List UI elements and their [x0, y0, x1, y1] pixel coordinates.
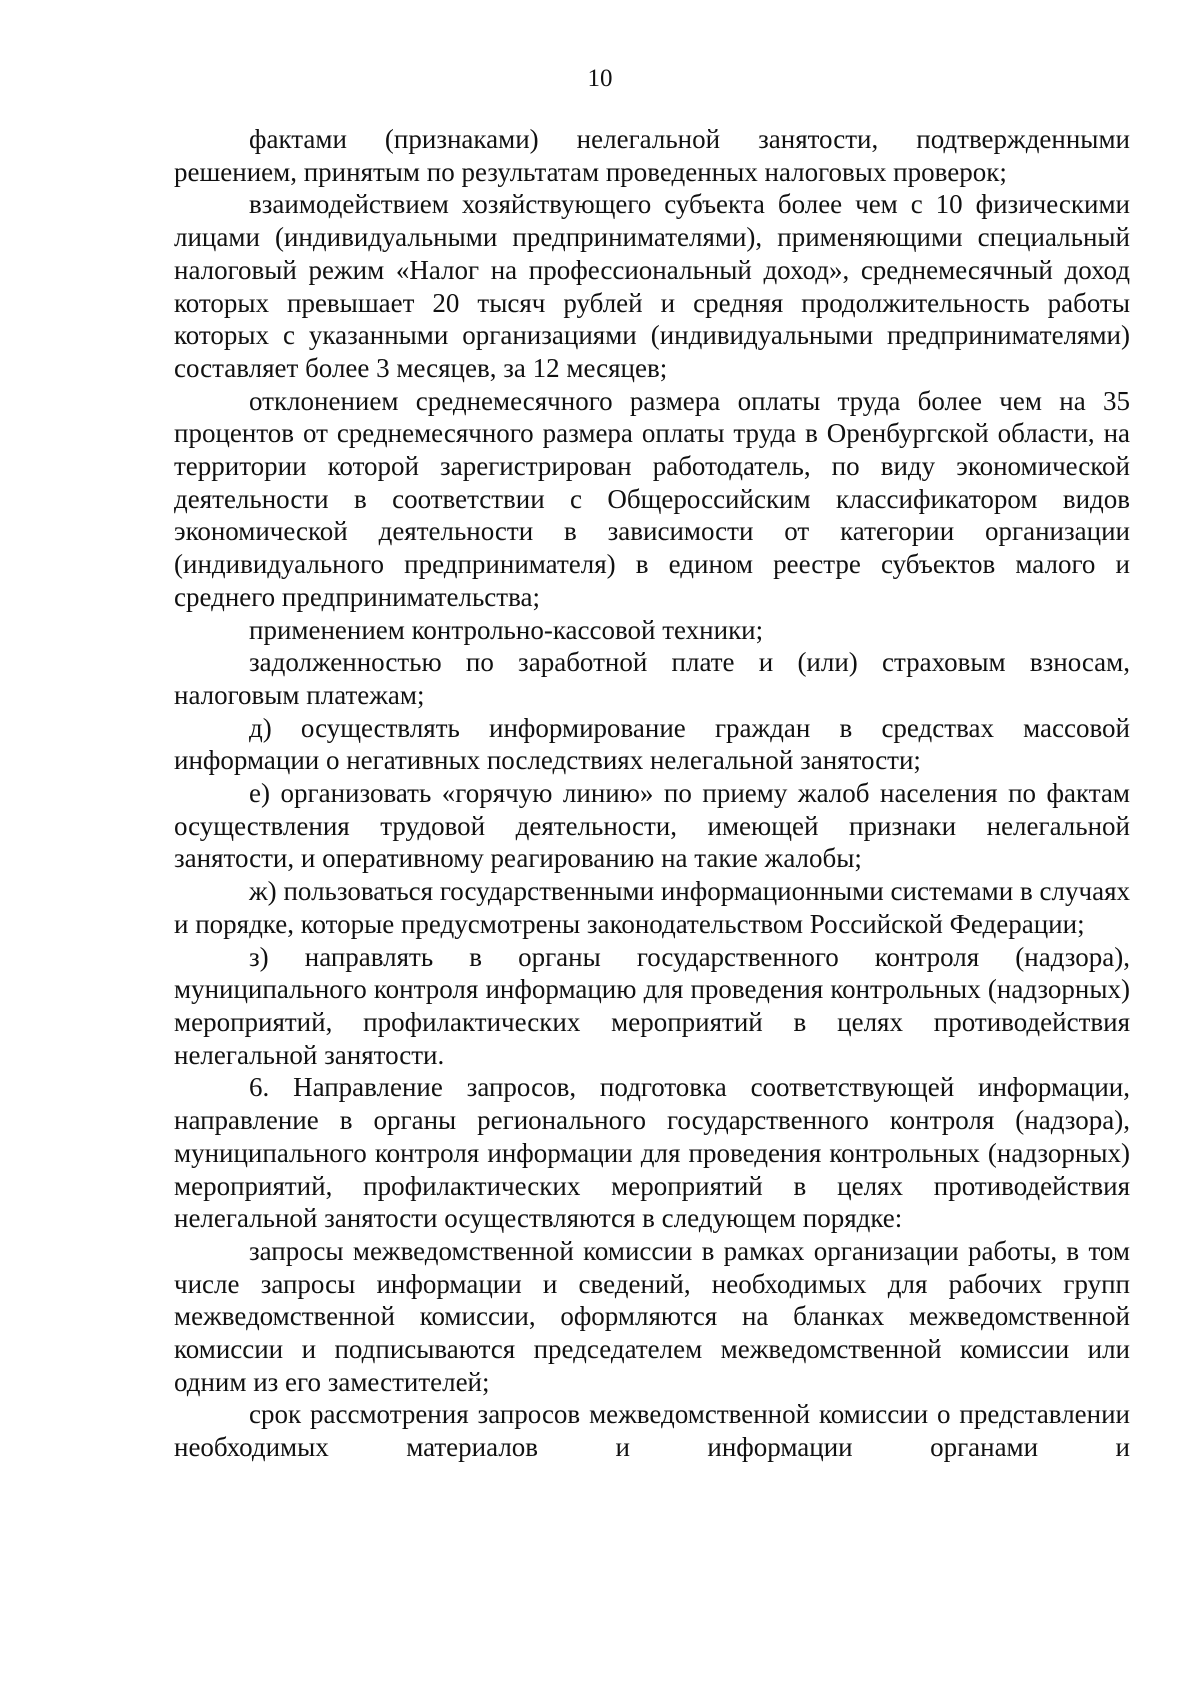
- paragraph: фактами (признаками) нелегальной занятости, подтвержденными решением, принятым по результатам проведенных налоговых проверок;: [174, 124, 1130, 187]
- paragraph: з) направлять в органы государственного контроля (надзора), муниципального контроля информацию для проведения контрольных (надзорных) мероприятий, профилактических мероприятий в целях противодействия нелегальной занятости.: [174, 941, 1130, 1070]
- paragraph: взаимодействием хозяйствующего субъекта более чем с 10 физическими лицами (индивидуальными предпринимателями), применяющими специальный налоговый режим «Налог на профессиональный доход», среднемесячный доход которых превышает 20 тысяч рублей и средняя продолжительность работы которых с указанными организациями (индивидуальными предпринимателями) составляет более 3 месяцев, за 12 месяцев;: [174, 189, 1130, 383]
- paragraph: отклонением среднемесячного размера оплаты труда более чем на 35 процентов от среднемесячного размера оплаты труда в Оренбургской области, на территории которой зарегистрирован работодатель, по виду экономической деятельности в соответствии с Общероссийским классификатором видов экономической деятельности в зависимости от категории организации (индивидуального предпринимателя) в едином реестре субъектов малого и среднего предпринимательства;: [174, 385, 1130, 612]
- paragraph: ж) пользоваться государственными информационными системами в случаях и порядке, которые предусмотрены законодательством Российской Федерации;: [174, 876, 1130, 939]
- document-body: [174, 123, 1130, 1464]
- paragraph: применением контрольно-кассовой техники;: [249, 614, 764, 645]
- paragraph: запросы межведомственной комиссии в рамках организации работы, в том числе запросы информации и сведений, необходимых для рабочих групп межведомственной комиссии, оформляются на бланках межведомственной комиссии и подписываются председателем межведомственной комиссии или одним из его заместителей;: [174, 1235, 1130, 1397]
- paragraph: срок рассмотрения запросов межведомственной комиссии о представлении необходимых материалов и информации органами и: [174, 1399, 1130, 1463]
- paragraph: д) осуществлять информирование граждан в средствах массовой информации о негативных последствиях нелегальной занятости;: [174, 712, 1130, 776]
- paragraph: е) организовать «горячую линию» по приему жалоб населения по фактам осуществления трудовой деятельности, имеющей признаки нелегальной занятости, и оперативному реагированию на такие жалобы;: [174, 778, 1130, 874]
- paragraph: 6. Направление запросов, подготовка соответствующей информации, направление в органы регионального государственного контроля (надзора), муниципального контроля информации для проведения контрольных (надзорных) мероприятий, профилактических мероприятий в целях противодействия нелегальной занятости осуществляются в следующем порядке:: [174, 1072, 1130, 1234]
- paragraph: задолженностью по заработной плате и (или) страховым взносам, налоговым платежам;: [174, 647, 1130, 710]
- page-number: 10: [587, 65, 613, 92]
